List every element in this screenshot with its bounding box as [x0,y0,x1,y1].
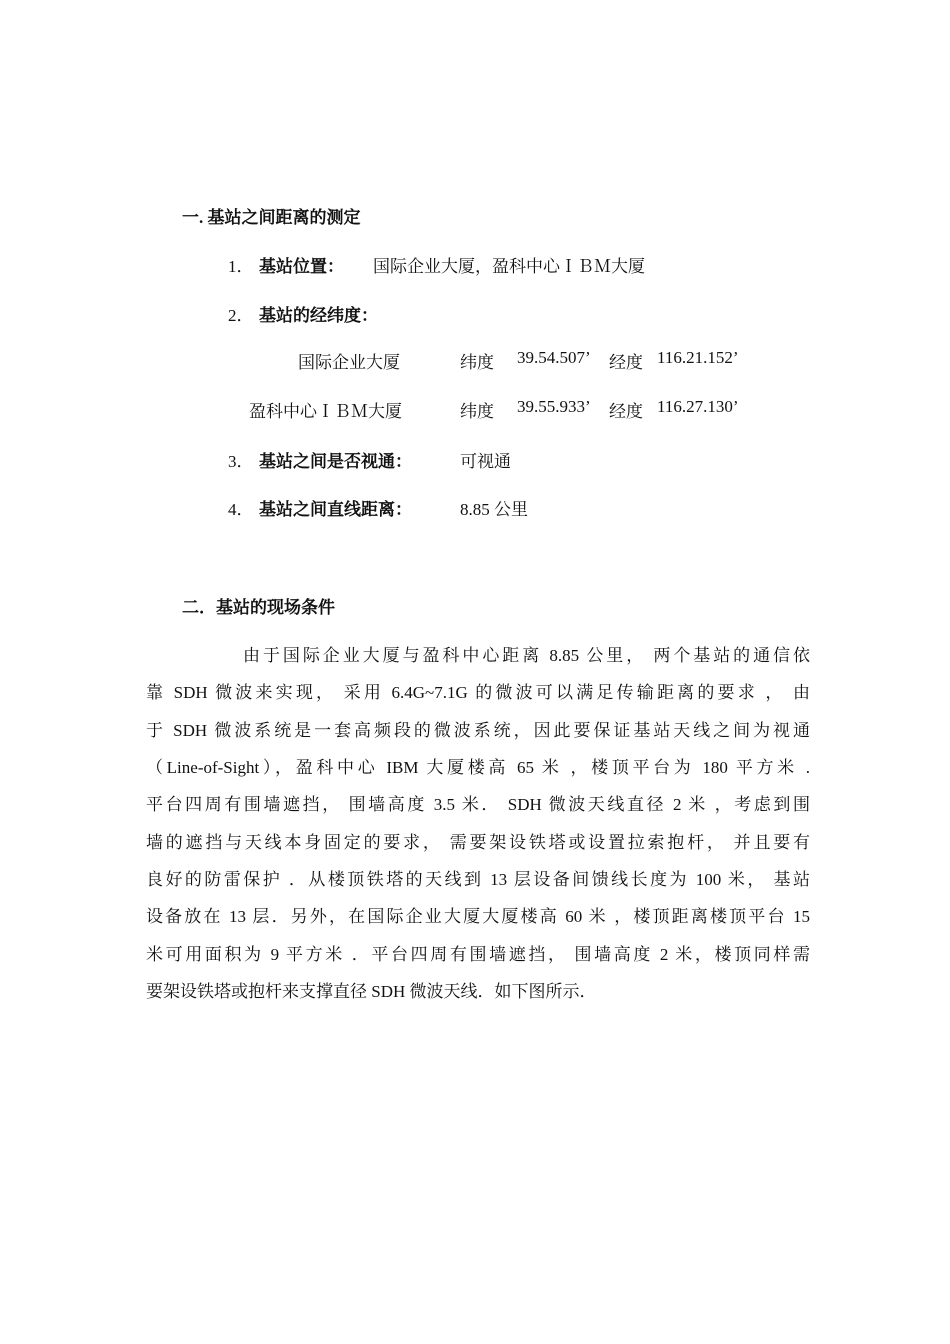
section2-heading: 二．基站的现场条件 [182,598,335,617]
item3-label: 基站之间是否视通： [259,452,412,471]
paragraph-line: 于 SDH 微波系统是一套高频段的微波系统，因此要保证基站天线之间为视通 [146,721,810,740]
coord-row-name: 国际企业大厦 [298,353,400,372]
paragraph-line: （Line-of-Sight），盈科中心 IBM 大厦楼高 65 米 ，楼顶平台为 180 平方米 . [146,758,810,777]
coord-row-lat: 39.55.933’ [517,397,591,416]
coord-row-lon: 116.27.130’ [657,397,739,416]
paragraph-line: 米可用面积为 9 平方米 ．平台四周有围墙遮挡， 围墙高度 2 米，楼顶同样需 [146,945,810,964]
item4-label: 基站之间直线距离： [259,500,412,519]
coord-row-lat-label: 纬度 [460,402,494,421]
item1-number: 1． [228,257,254,276]
item3-value: 可视通 [460,452,511,471]
paragraph-line: 墙的遮挡与天线本身固定的要求， 需要架设铁塔或设置拉索抱杆， 并且要有 [146,833,810,852]
paragraph-line: 良好的防雷保护 ．从楼顶铁塔的天线到 13 层设备间馈线长度为 100 米， 基站 [146,870,810,889]
coord-row-lon-label: 经度 [609,353,643,372]
coord-row-lon: 116.21.152’ [657,348,739,367]
paragraph-line: 设备放在 13 层．另外，在国际企业大厦大厦楼高 60 米 ，楼顶距离楼顶平台 15 [146,907,810,926]
item4-number: 4． [228,500,254,519]
paragraph-line: 由于国际企业大厦与盈科中心距离 8.85 公里， 两个基站的通信依 [243,646,810,665]
paragraph-line: 靠 SDH 微波来实现， 采用 6.4G~7.1G 的微波可以满足传输距离的要求 ， 由 [146,683,810,702]
coord-row-lat: 39.54.507’ [517,348,591,367]
paragraph-line: 要架设铁塔或抱杆来支撑直径 SDH 微波天线．如下图所示． [146,982,597,1001]
section1-heading: 一. 基站之间距离的测定 [182,208,361,227]
item4-value: 8.85 公里 [460,500,528,519]
coord-row-name: 盈科中心ＩＢＭ大厦 [249,402,402,421]
coord-row-lon-label: 经度 [609,402,643,421]
item2-label: 基站的经纬度： [259,306,378,325]
paragraph-line: 平台四周有围墙遮挡， 围墙高度 3.5 米． SDH 微波天线直径 2 米 ，考虑到围 [146,795,810,814]
item1-value: 国际企业大厦，盈科中心ＩＢＭ大厦 [373,257,645,276]
coord-row-lat-label: 纬度 [460,353,494,372]
item3-number: 3． [228,452,254,471]
item2-number: 2． [228,306,254,325]
item1-label: 基站位置： [259,257,344,276]
